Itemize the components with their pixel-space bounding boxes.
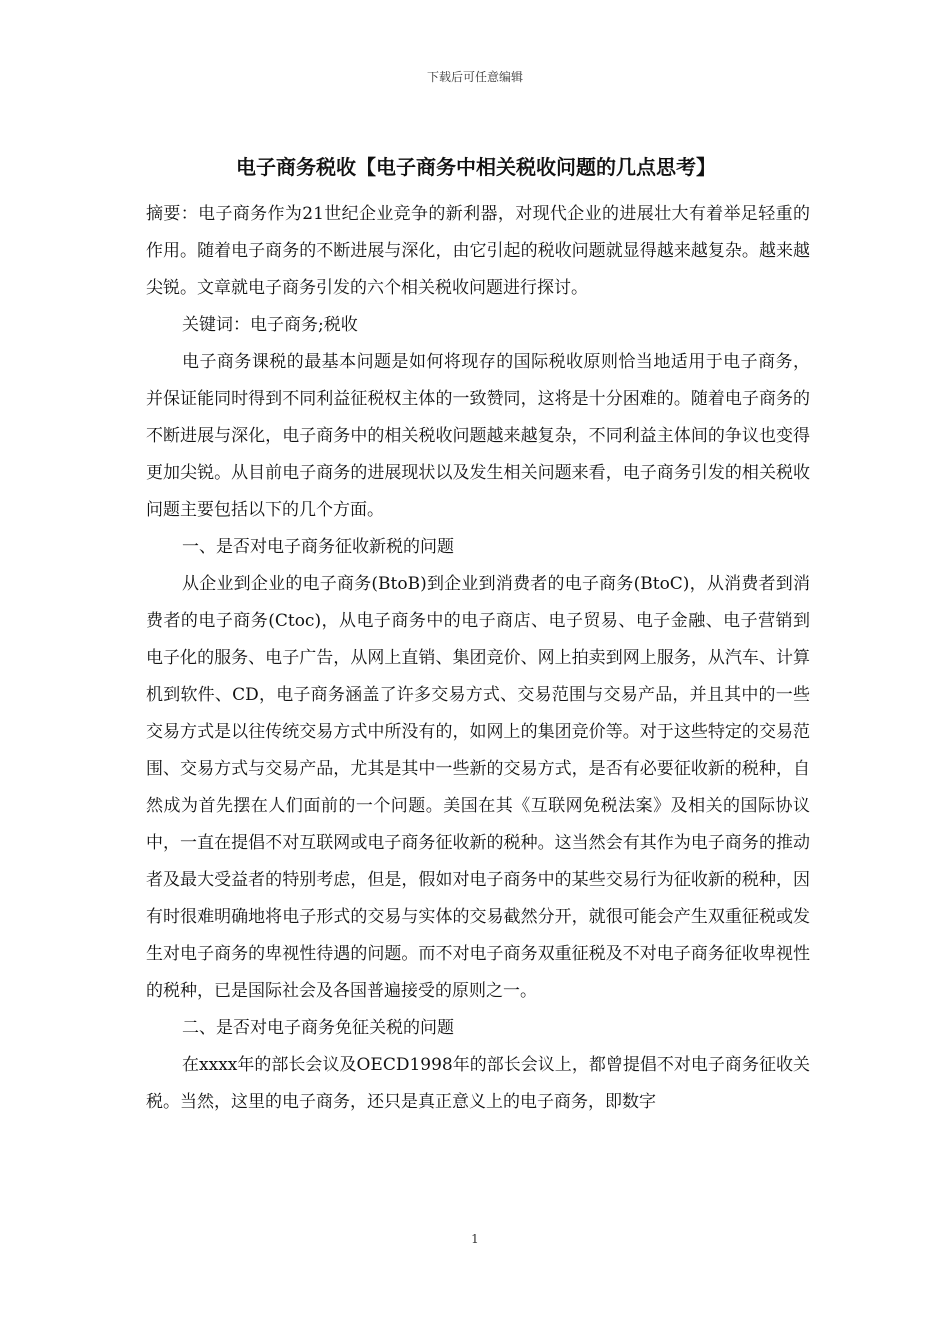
abstract-paragraph: 摘要：电子商务作为21世纪企业竞争的新利器，对现代企业的进展壮大有着举足轻重的作用。随着电子商务的不断进展与深化，由它引起的税收问题就显得越来越复杂。越来越尖锐。文章就电子商务引发的六个相关税收问题进行探讨。 xyxy=(146,204,810,298)
page-header-note: 下载后可任意编辑 xyxy=(426,70,523,84)
section-2-heading: 二、是否对电子商务免征关税的问题 xyxy=(182,1018,454,1038)
page-number: 1 xyxy=(471,1232,479,1246)
document-body xyxy=(146,196,810,1121)
document-title: 电子商务税收【电子商务中相关税收问题的几点思考】 xyxy=(236,155,716,179)
section-1-paragraph: 从企业到企业的电子商务(BtoB)到企业到消费者的电子商务(BtoC)，从消费者到消费者的电子商务(Ctoc)，从电子商务中的电子商店、电子贸易、电子金融、电子营销到电子化的服务、电子广告，从网上直销、集团竞价、网上拍卖到网上服务，从汽车、计算机到软件、CD，电子商务涵盖了许多交易方式、交易范围与交易产品，并且其中的一些交易方式是以往传统交易方式中所没有的，如网上的集团竞价等。对于这些特定的交易范围、交易方式与交易产品，尤其是其中一些新的交易方式，是否有必要征收新的税种，自然成为首先摆在人们面前的一个问题。美国在其《互联网免税法案》及相关的国际协议中，一直在提倡不对互联网或电子商务征收新的税种。这当然会有其作为电子商务的推动者及最大受益者的特别考虑，但是，假如对电子商务中的某些交易行为征收新的税种，因有时很难明确地将电子形式的交易与实体的交易截然分开，就很可能会产生双重征税或发生对电子商务的卑视性待遇的问题。而不对电子商务双重征税及不对电子商务征收卑视性的税种，已是国际社会及各国普遍接受的原则之一。 xyxy=(146,574,810,1001)
section-2-paragraph: 在xxxx年的部长会议及OECD1998年的部长会议上，都曾提倡不对电子商务征收关税。当然，这里的电子商务，还只是真正意义上的电子商务，即数字 xyxy=(146,1055,810,1112)
intro-paragraph: 电子商务课税的最基本问题是如何将现存的国际税收原则恰当地适用于电子商务，并保证能同时得到不同利益征税权主体的一致赞同，这将是十分困难的。随着电子商务的不断进展与深化，电子商务中的相关税收问题越来越复杂，不同利益主体间的争议也变得更加尖锐。从目前电子商务的进展现状以及发生相关问题来看，电子商务引发的相关税收问题主要包括以下的几个方面。 xyxy=(146,352,810,520)
section-1-heading: 一、是否对电子商务征收新税的问题 xyxy=(182,537,454,557)
keywords-line: 关键词：电子商务;税收 xyxy=(182,315,358,335)
